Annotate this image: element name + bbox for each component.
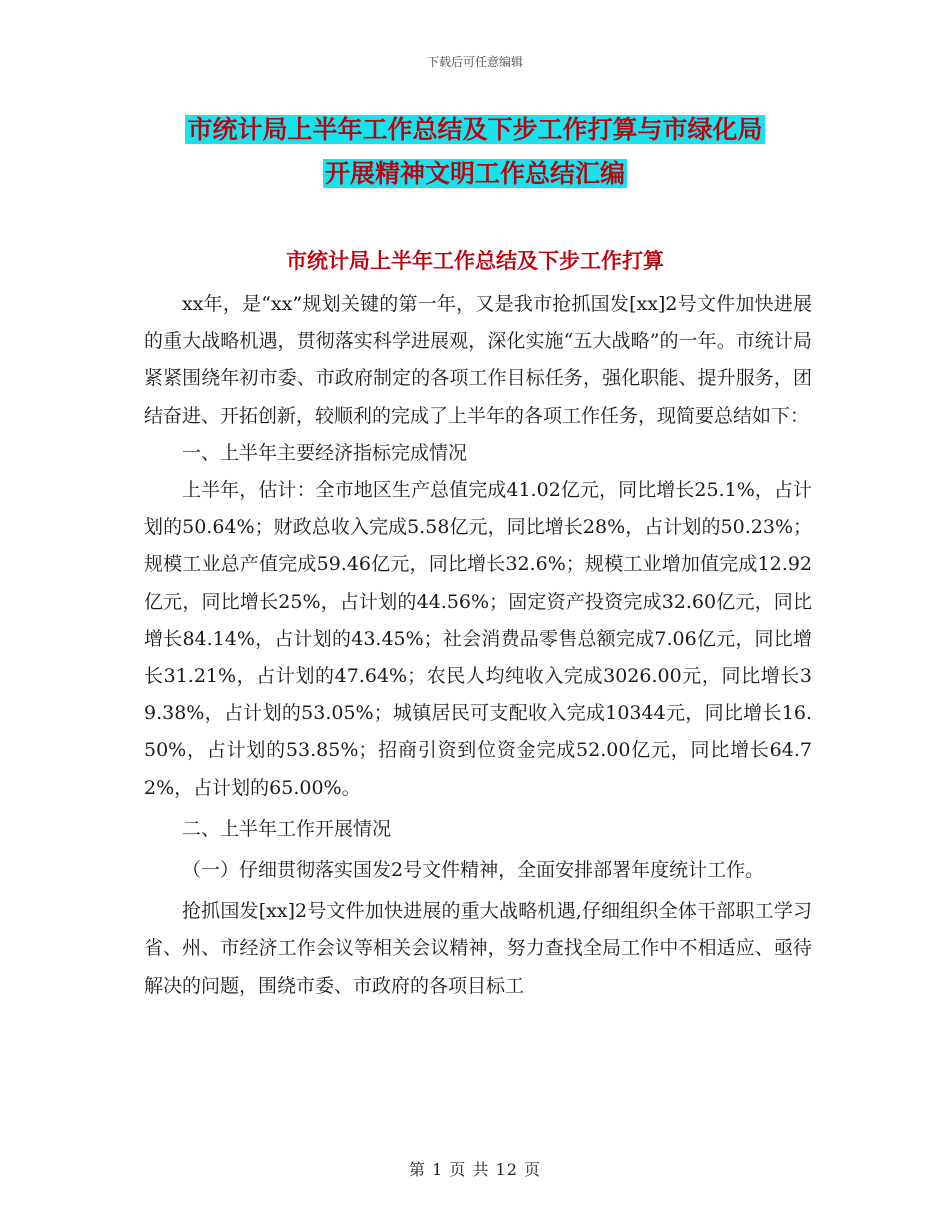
paragraph-work-1: 抢抓国发[xx]2号文件加快进展的重大战略机遇,仔细组织全体干部职工学习省、州、市经济工作会议等相关会议精神，努力查找全局工作中不相适应、亟待解决的问题，围绕市委、市政府的各项目标工 [144,900,812,997]
title-line-2: 开展精神文明工作总结汇编 [324,159,625,188]
page-header-note: 下载后可任意编辑 [426,55,523,69]
title-line-1: 市统计局上半年工作总结及下步工作打算与市绿化局 [187,115,763,144]
heading-work: 二、上半年工作开展情况 [182,817,392,840]
heading-indicators: 一、上半年主要经济指标完成情况 [182,441,468,464]
subheading-work-1: （一）仔细贯彻落实国发2号文件精神，全面安排部署年度统计工作。 [182,859,765,882]
document-body [144,286,812,1005]
section-title: 市统计局上半年工作总结及下步工作打算 [286,249,664,273]
paragraph-intro: xx年，是“xx”规划关键的第一年，又是我市抢抓国发[xx]2号文件加快进展的重大战略机遇，贯彻落实科学进展观，深化实施“五大战略”的一年。市统计局紧紧围绕年初市委、市政府制定的各项工作目标任务，强化职能、提升服务，团结奋进、开拓创新，较顺利的完成了上半年的各项工作任务，现简要总结如下： [144,293,812,427]
paragraph-indicators: 上半年，估计：全市地区生产总值完成41.02亿元，同比增长25.1%，占计划的50.64%；财政总收入完成5.58亿元，同比增长28%，占计划的50.23%；规模工业总产值完成59.46亿元，同比增长32.6%；规模工业增加值完成12.92亿元，同比增长25%，占计划的44.56%；固定资产投资完成32.60亿元，同比增长84.14%，占计划的43.45%；社会消费品零售总额完成7.06亿元，同比增长31.21%，占计划的47.64%；农民人均纯收入完成3026.00元，同比增长39.38%，占计划的53.05%；城镇居民可支配收入完成10344元，同比增长16.50%，占计划的53.85%；招商引资到位资金完成52.00亿元，同比增长64.72%，占计划的65.00%。 [144,479,812,799]
document-title [0,108,950,196]
page-number: 第 1 页 共 12 页 [409,1160,541,1179]
